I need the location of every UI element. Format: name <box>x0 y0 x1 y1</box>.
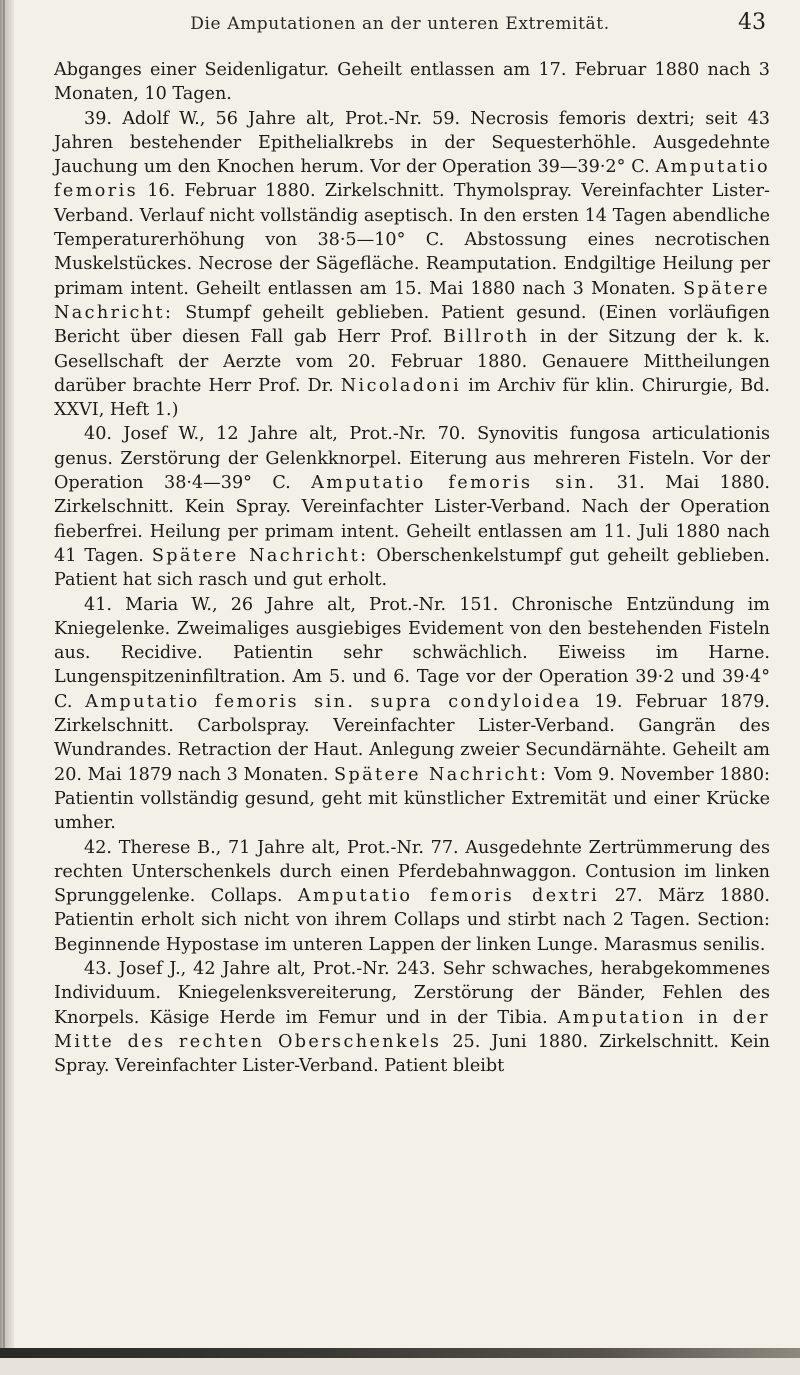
spaced-emphasis: Spätere Nachricht: <box>334 764 549 785</box>
text-run: 43. Josef J., 42 Jahre alt, Prot.-Nr. 243. Sehr schwaches, herabgekommenes Individuum. Kniegelenksvereiterung, Zerstörung der Bänder, Fehlen des Knorpels. Käsige Herde im Femur und in der Tibia. <box>54 958 770 1028</box>
spaced-emphasis: Spätere Nachricht: <box>151 545 369 566</box>
text-run: Stumpf geheilt geblieben. Patient gesund. (Einen vorläufigen Bericht über diesen Fall gab Herr Prof. <box>54 302 770 348</box>
spaced-emphasis: Amputation in der Mitte des rechten Oberschenkels <box>54 1007 770 1052</box>
text-run: Vom 9. November 1880: Patientin vollständig gesund, geht mit künstlicher Extremität und einer Krücke umher. <box>54 764 770 834</box>
text-run: Abganges einer Seidenligatur. Geheilt entlassen am 17. Februar 1880 nach 3 Monaten, 10 Tagen. <box>54 60 770 105</box>
text-run: 31. Mai 1880. Zirkelschnitt. Kein Spray. Vereinfachter Lister-Verband. Nach der Operation fieberfrei. Heilung per primam intent. Geheilt entlassen am 11. Juli 1880 nach 41 Tagen. <box>54 473 770 566</box>
text-run: 16. Februar 1880. Zirkelschnitt. Thymolspray. Vereinfachter Lister-Verband. Verlauf nicht vollständig aseptisch. In den ersten 14 Tagen abendliche Temperaturerhöhung von 38·5—10° C. Abstossung eines necrotischen Muskelstückes. Necrose der Sägefläche. Reamputation. Endgiltige Heilung per primam intent. Geheilt entlassen am 15. Mai 1880 nach 3 Monaten. <box>54 181 770 299</box>
page-number: 43 <box>738 10 766 35</box>
text-run: 25. Juni 1880. Zirkelschnitt. Kein Spray. Vereinfachter Lister-Verband. Patient bleibt <box>54 1031 770 1077</box>
case-41-paragraph <box>54 593 770 836</box>
text-run: 19. Februar 1879. Zirkelschnitt. Carbolspray. Vereinfachter Lister-Verband. Gangrän des Wundrandes. Retraction der Haut. Anlegung zweier Secundärnähte. Geheilt am 20. Mai 1879 nach 3 Monaten. <box>54 691 770 785</box>
case-43-paragraph <box>54 957 770 1078</box>
page-gutter-shadow <box>0 0 14 1375</box>
text-run: im Archiv für klin. Chirurgie, Bd. XXVI, Heft 1.) <box>54 375 770 421</box>
spaced-emphasis: Amputatio femoris sin. <box>311 473 597 494</box>
body-text <box>54 58 770 1078</box>
text-run: 27. März 1880. Patientin erholt sich nicht von ihrem Collaps und stirbt nach 2 Tagen. Section: Beginnende Hypostase im unteren Lappen der linken Lunge. Marasmus senilis. <box>54 886 770 955</box>
case-42-paragraph <box>54 836 770 957</box>
running-title: Die Amputationen an der unteren Extremität. <box>190 14 610 34</box>
text-run: Oberschenkelstumpf gut geheilt geblieben. Patient hat sich rasch und gut erholt. <box>54 545 770 591</box>
text-run: in der Sitzung der k. k. Gesellschaft der Aerzte vom 20. Februar 1880. Genauere Mittheilungen darüber brachte Herr Prof. Dr. <box>54 327 770 396</box>
gutter-binding-line <box>3 0 5 1375</box>
text-run: 41. Maria W., 26 Jahre alt, Prot.-Nr. 151. Chronische Entzündung im Kniegelenke. Zweimaliges ausgiebiges Evidement von den bestehenden Fisteln aus. Recidive. Patientin sehr schwächlich. Eiweiss im Harne. Lungenspitzeninfiltration. Am 5. und 6. Tage vor der Operation 39·2 und 39·4° C. <box>54 594 770 712</box>
spaced-emphasis: Amputatio femoris sin. supra condyloidea <box>85 691 582 712</box>
page-bottom-edge <box>0 1348 800 1358</box>
spaced-emphasis: Nicoladoni <box>340 375 462 396</box>
text-run: 39. Adolf W., 56 Jahre alt, Prot.-Nr. 59. Necrosis femoris dextri; seit 43 Jahren bestehender Epithelialkrebs in der Sequesterhöhle. Ausgedehnte Jauchung um den Knochen herum. Vor der Operation 39—39·2° C. <box>54 108 770 178</box>
spaced-emphasis: Amputatio femoris <box>54 157 770 202</box>
case-40-paragraph <box>54 422 770 592</box>
spaced-emphasis: Billroth <box>443 327 530 348</box>
text-run: 40. Josef W., 12 Jahre alt, Prot.-Nr. 70. Synovitis fungosa articulationis genus. Zerstörung der Gelenkknorpel. Eiterung aus mehreren Fisteln. Vor der Operation 38·4—39° C. <box>54 424 770 494</box>
spaced-emphasis: Amputatio femoris dextri <box>297 886 600 907</box>
paragraph-continuation <box>54 58 770 107</box>
spaced-emphasis: Spätere Nachricht: <box>54 278 770 323</box>
page-header <box>40 6 766 40</box>
case-39-paragraph <box>54 107 770 423</box>
text-run: 42. Therese B., 71 Jahre alt, Prot.-Nr. 77. Ausgedehnte Zertrümmerung des rechten Unterschenkels durch einen Pferdebahnwaggon. Contusion im linken Sprunggelenke. Collaps. <box>54 837 770 907</box>
page-bottom-margin <box>0 1358 800 1375</box>
